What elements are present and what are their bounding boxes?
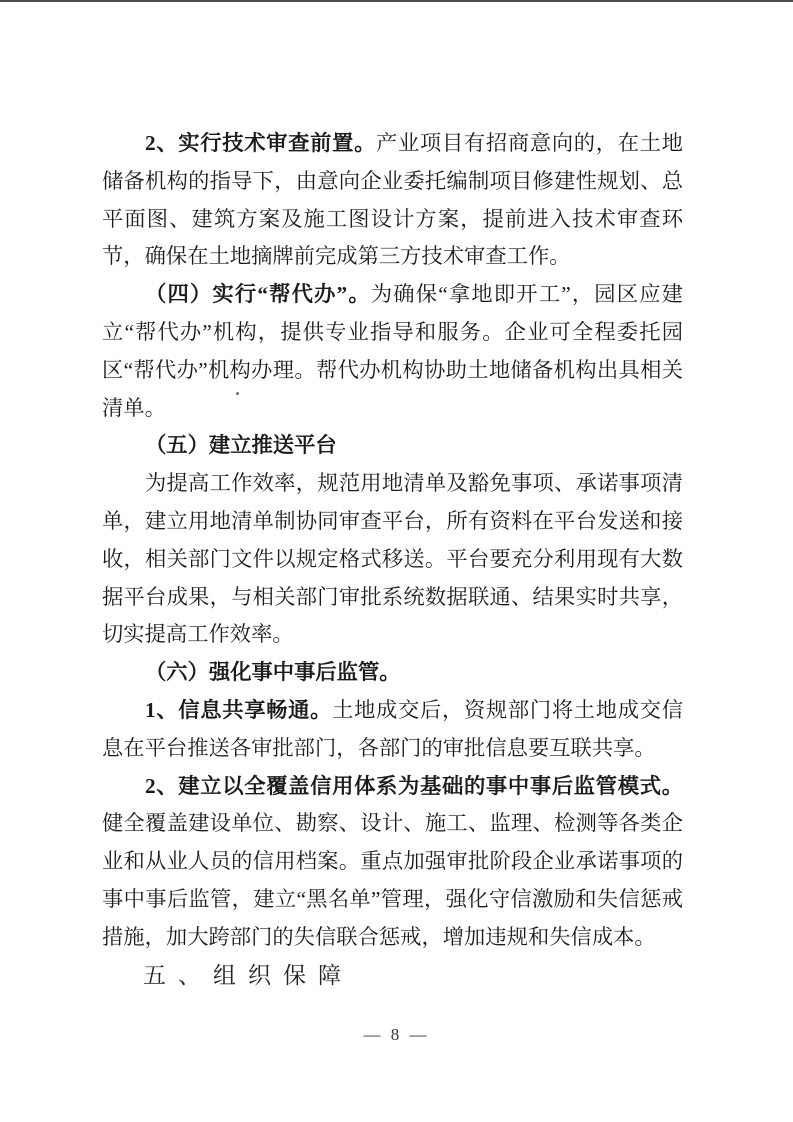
paragraph-text: 为确保“拿地即开工”，园区应建立“帮代办”机构，提供专业指导和服务。企业可全程委托园区“帮代办”机构办理。帮代办机构协助土地储备机构出具相关清单。 bbox=[102, 282, 683, 420]
scan-edge-artifact bbox=[0, 0, 793, 2]
paragraph-text: 为提高工作效率，规范用地清单及豁免事项、承诺事项清单，建立用地清单制协同审查平台，所有资料在平台发送和接收，相关部门文件以规定格式移送。平台要充分利用现有大数据平台成果，与相关部门审批系统数据联通、结果实时共享，切实提高工作效率。 bbox=[102, 471, 683, 647]
page-number: — 8 — bbox=[363, 1025, 430, 1044]
paragraph-lead: （五）建立推送平台 bbox=[145, 433, 337, 458]
subsection-heading-supervision bbox=[102, 654, 683, 692]
paragraph-lead: 2、实行技术审查前置。 bbox=[145, 131, 377, 155]
paragraph-help-agent bbox=[102, 276, 683, 427]
subsection-heading-push-platform bbox=[102, 427, 683, 465]
paragraph-text: 健全覆盖建设单位、勘察、设计、施工、监理、检测等各类企业和从业人员的信用档案。重点加强审批阶段企业承诺事项的事中事后监管，建立“黑名单”管理，强化守信激励和失信惩戒措施，加大跨部门的失信联合惩戒，增加违规和失信成本。 bbox=[102, 811, 683, 949]
paragraph-credit-system bbox=[102, 768, 683, 957]
paragraph-tech-review bbox=[102, 125, 683, 276]
paragraph-text: 产业项目有招商意向的，在土地储备机构的指导下，由意向企业委托编制项目修建性规划、总平面图、建筑方案及施工图设计方案，提前进入技术审查环节，确保在土地摘牌前完成第三方技术审查工作。 bbox=[102, 131, 683, 269]
document-body bbox=[102, 125, 683, 994]
paragraph-lead: （四）实行“帮代办”。 bbox=[145, 282, 371, 307]
paragraph-lead: （六）强化事中事后监管。 bbox=[145, 660, 401, 685]
paragraph-text: 土地成交后，资规部门将土地成交信息在平台推送各审批部门，各部门的审批信息要互联共享。 bbox=[102, 697, 683, 760]
paragraph-lead: 1、信息共享畅通。 bbox=[145, 697, 333, 722]
paragraph-platform-detail bbox=[102, 465, 683, 654]
paragraph-lead: 2、建立以全覆盖信用体系为基础的事中事后监管模式。 bbox=[145, 773, 683, 798]
section-heading-organization: 五、组织保障 bbox=[143, 961, 353, 988]
paragraph-info-sharing bbox=[102, 692, 683, 768]
